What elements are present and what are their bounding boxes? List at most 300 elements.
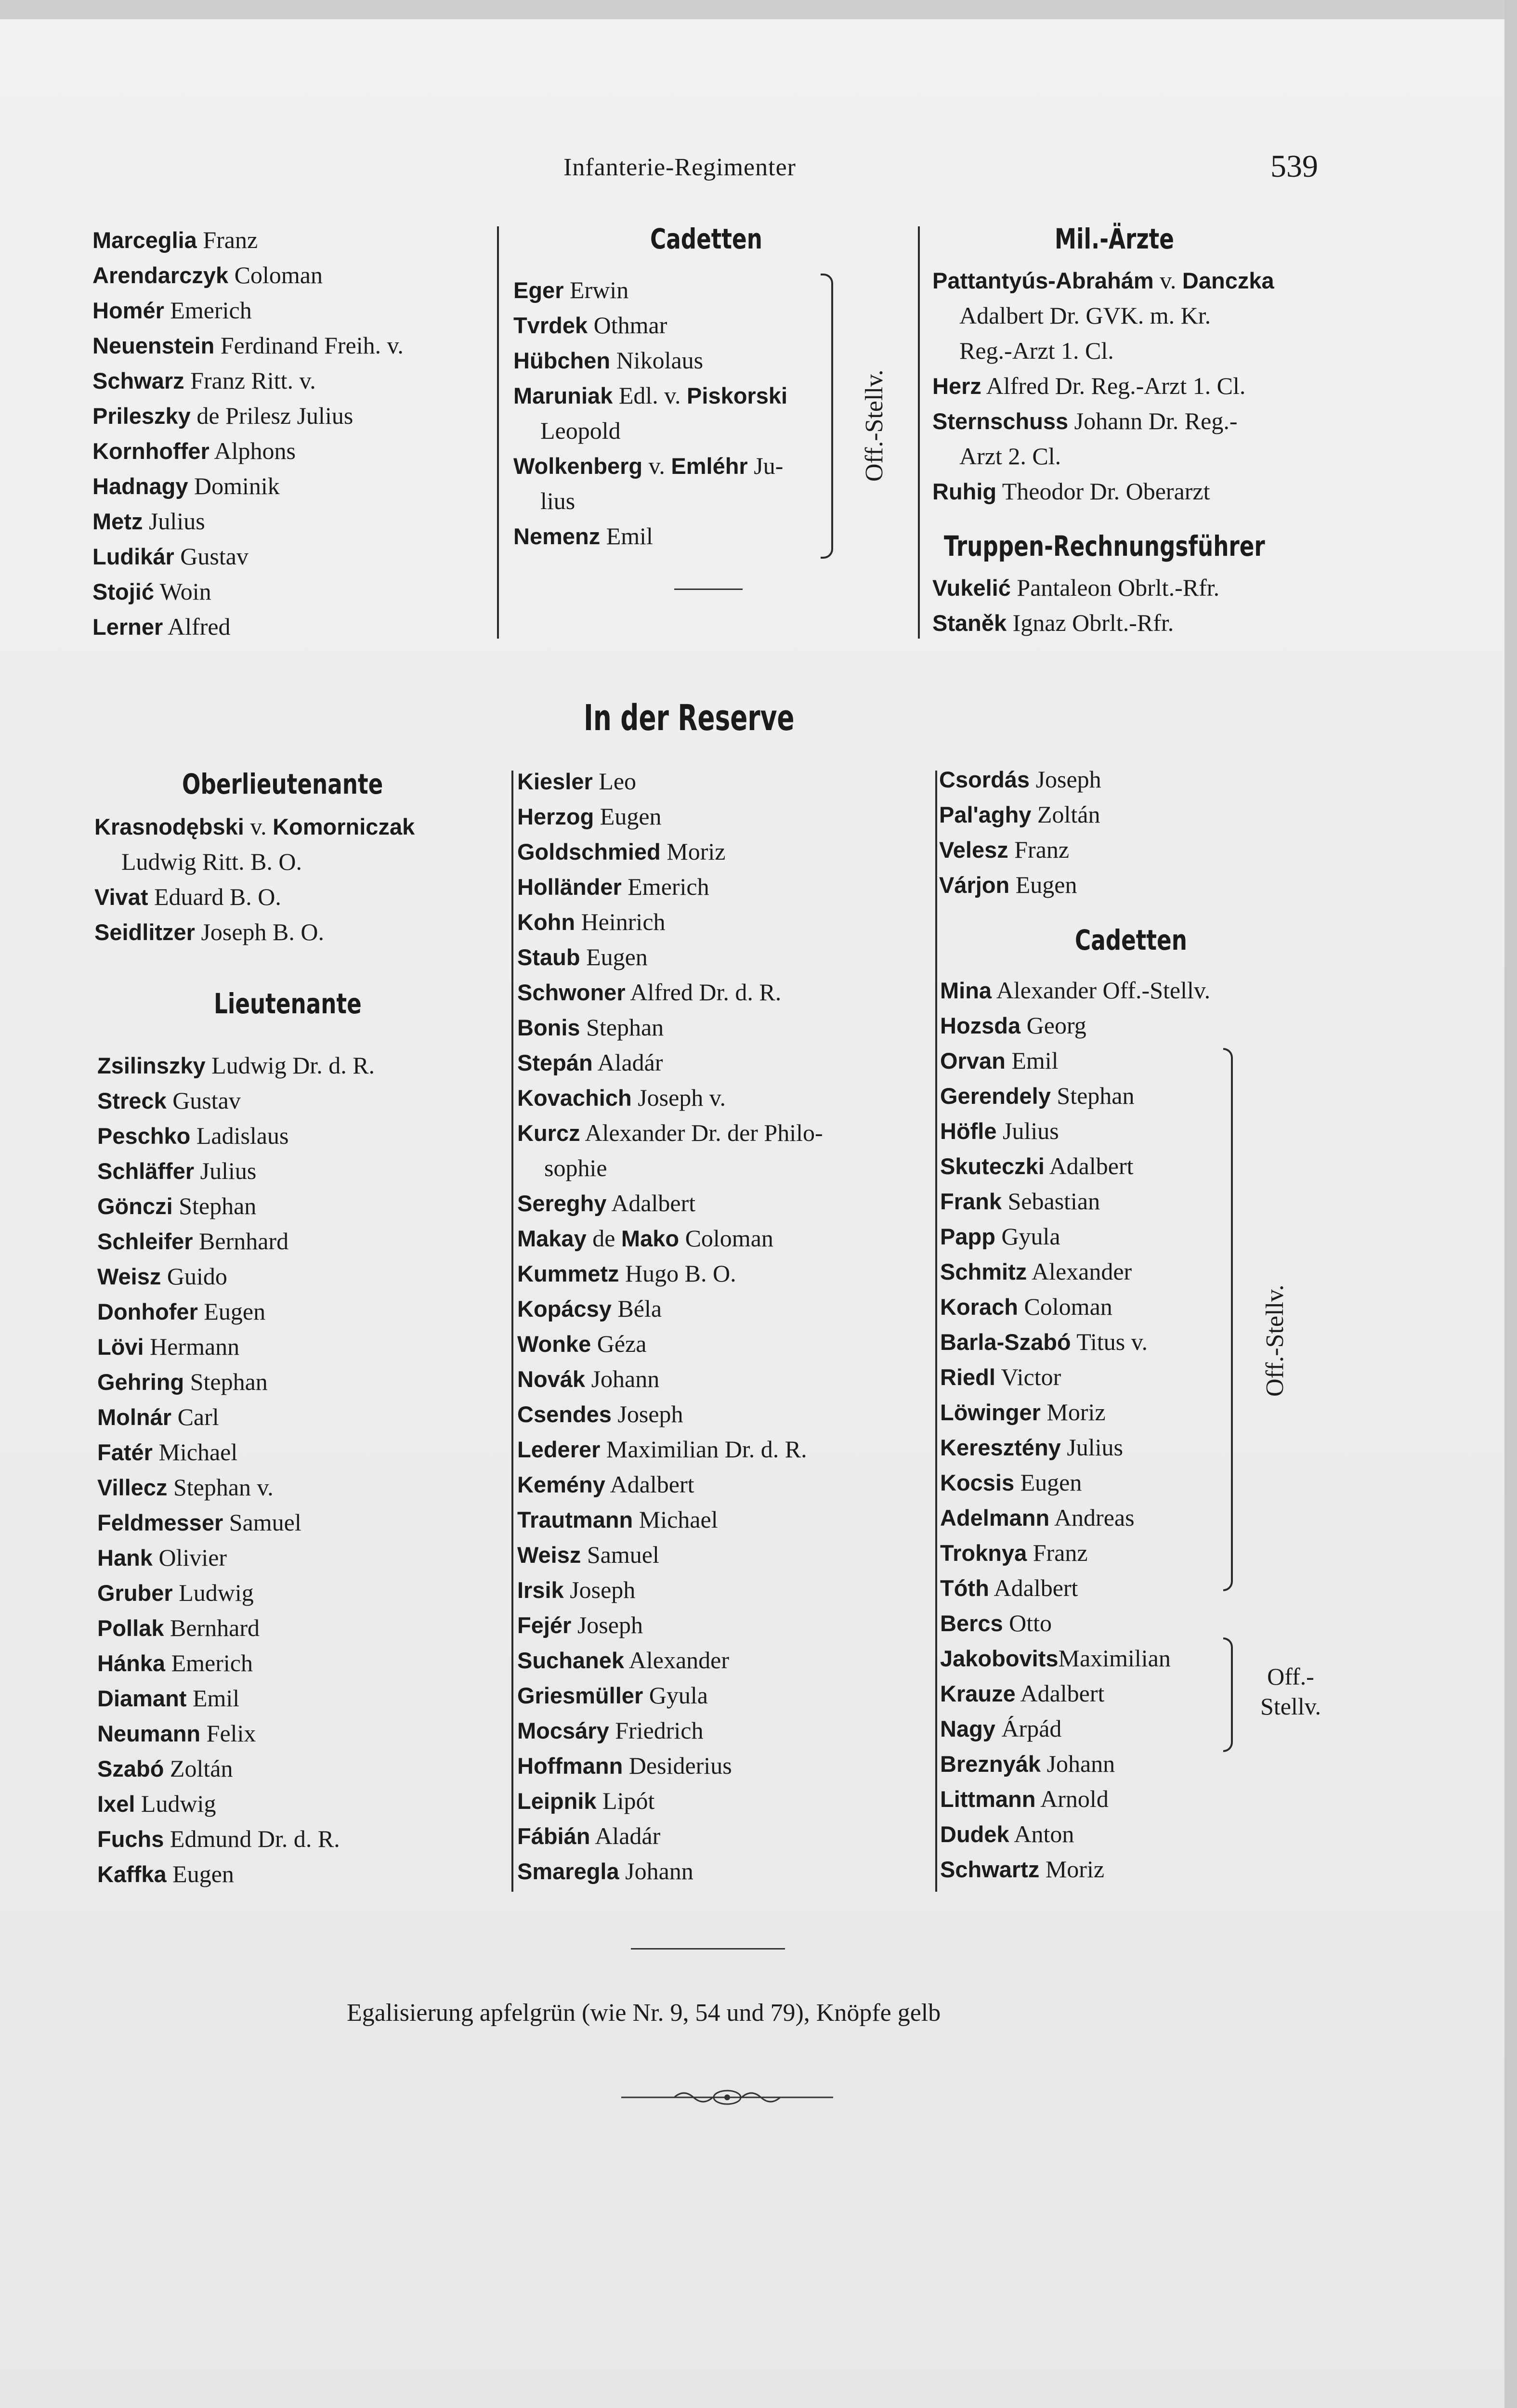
surname: Stojić	[92, 579, 154, 604]
entry-text: Joseph v.	[631, 1084, 726, 1111]
list-item	[97, 1435, 375, 1470]
entry-text: Johann	[585, 1365, 660, 1392]
list-item	[940, 1254, 1210, 1289]
regiment-officers-list	[92, 222, 404, 644]
surname: Marceglia	[92, 227, 197, 253]
surname: Hozsda	[940, 1013, 1021, 1038]
surname: Komorniczak	[273, 814, 415, 839]
entry-text: Theodor Dr. Oberarzt	[996, 478, 1210, 505]
surname: Breznyák	[940, 1751, 1041, 1777]
surname: Jakobovits	[940, 1646, 1059, 1671]
list-item	[517, 1080, 823, 1115]
entry-text: Andreas	[1049, 1504, 1135, 1531]
entry-text: Zoltán	[1031, 801, 1100, 828]
list-item	[939, 762, 1101, 797]
entry-text: Ferdinand Freih. v.	[214, 332, 404, 359]
list-item	[932, 298, 1274, 333]
divider	[631, 1948, 785, 1950]
entry-text: Emerich	[621, 873, 709, 900]
list-item	[92, 609, 404, 644]
entry-text: Eugen	[580, 943, 648, 970]
surname: Vivat	[94, 884, 148, 910]
surname: Staub	[517, 944, 580, 970]
surname: Kiesler	[517, 769, 593, 794]
surname: Sternschuss	[932, 408, 1069, 434]
list-item	[97, 1821, 375, 1857]
list-item	[517, 1643, 823, 1678]
surname: Hübchen	[513, 348, 611, 373]
entry-text: Eugen	[1014, 1469, 1082, 1496]
surname: Leipnik	[517, 1788, 597, 1814]
list-item	[517, 1678, 823, 1713]
entry-text: Stephan	[184, 1368, 268, 1395]
entry-text: Arzt 2. Cl.	[959, 443, 1061, 470]
reserve-list-right	[939, 762, 1101, 903]
entry-text: Franz Ritt. v.	[184, 367, 316, 394]
list-item	[940, 1535, 1210, 1570]
surname: Irsik	[517, 1577, 564, 1603]
surname: Weisz	[97, 1264, 161, 1289]
entry-text: Eugen	[197, 1298, 266, 1325]
list-item	[940, 1430, 1210, 1465]
surname: Mina	[940, 978, 992, 1003]
surname: Kocsis	[940, 1470, 1015, 1495]
entry-text: Ludwig Dr. d. R.	[205, 1052, 375, 1079]
surname: Frank	[940, 1189, 1002, 1214]
list-item	[517, 1326, 823, 1361]
surname: Diamant	[97, 1686, 187, 1711]
surname: Korach	[940, 1294, 1018, 1320]
entry-text: Árpád	[995, 1715, 1062, 1742]
entry-text: Bernhard	[164, 1614, 260, 1641]
entry-text: Julius	[194, 1157, 257, 1184]
entry-text: Alfred Dr. Reg.-Arzt 1. Cl.	[981, 372, 1246, 399]
list-item	[92, 363, 404, 398]
surname: Weisz	[517, 1542, 581, 1568]
list-item	[940, 973, 1210, 1008]
surname: Adelmann	[940, 1505, 1050, 1531]
surname: Homér	[92, 298, 164, 323]
surname: Bonis	[517, 1015, 580, 1040]
surname: Kemény	[517, 1472, 605, 1497]
entry-text: Gyula	[643, 1682, 708, 1709]
entry-text: v.	[244, 813, 273, 840]
list-item	[97, 1751, 375, 1786]
surname: Herzog	[517, 804, 594, 829]
entry-text: Alexander Off.-Stellv.	[992, 977, 1211, 1004]
entry-text: Felix	[200, 1720, 256, 1747]
list-item	[940, 1817, 1210, 1852]
surname: Kopácsy	[517, 1296, 612, 1322]
entry-text: Johann	[619, 1858, 693, 1885]
entry-text: Béla	[611, 1295, 662, 1322]
list-item	[97, 1083, 375, 1118]
entry-text: Dominik	[188, 472, 280, 499]
list-item	[97, 1224, 375, 1259]
entry-text: Guido	[161, 1263, 227, 1290]
list-item	[517, 1713, 823, 1748]
list-item	[940, 1395, 1210, 1430]
surname: Kovachich	[517, 1085, 632, 1111]
entry-text: Aladár	[590, 1822, 661, 1849]
entry-text: Eugen	[594, 803, 662, 830]
list-item	[517, 904, 823, 940]
entry-text: Stephan	[1050, 1082, 1135, 1109]
entry-text: Joseph	[571, 1611, 643, 1638]
entry-text: Ludwig	[172, 1579, 254, 1606]
entry-text: Alexander Dr. der Philo-	[580, 1119, 823, 1146]
surname: Fábián	[517, 1823, 590, 1849]
list-item	[517, 1115, 823, 1151]
entry-text: Bernhard	[193, 1228, 289, 1255]
surname: Tvrdek	[513, 313, 588, 338]
entry-text: Heinrich	[575, 908, 666, 935]
surname: Pattantyús-Abrahám	[932, 268, 1154, 293]
surname: Suchanek	[517, 1648, 625, 1673]
list-item	[932, 333, 1274, 368]
reserve-cadetten-heading: Cadetten	[1075, 924, 1187, 956]
surname: Molnár	[97, 1404, 172, 1430]
entry-text: Reg.-Arzt 1. Cl.	[959, 337, 1114, 364]
surname: Arendarczyk	[92, 262, 229, 288]
entry-text: Eduard B. O.	[148, 883, 281, 910]
list-item	[92, 469, 404, 504]
entry-text: Coloman	[228, 262, 323, 288]
list-item	[97, 1857, 375, 1892]
surname: Villecz	[97, 1475, 168, 1500]
surname: Csendes	[517, 1401, 612, 1427]
reserve-cadetten-list	[940, 973, 1210, 1887]
list-item	[940, 1746, 1210, 1781]
entry-text: Maximilian	[1058, 1645, 1171, 1672]
entry-text: Johann	[1041, 1750, 1115, 1777]
surname: Wolkenberg	[513, 453, 643, 479]
entry-text: Ludwig	[135, 1790, 216, 1817]
list-item	[97, 1329, 375, 1364]
list-item	[517, 1186, 823, 1221]
surname: Hánka	[97, 1650, 166, 1676]
surname: Dudek	[940, 1821, 1009, 1847]
list-item	[97, 1610, 375, 1646]
surname: Staněk	[932, 610, 1007, 636]
page-number: 539	[1270, 149, 1318, 184]
entry-text: Maximilian Dr. d. R.	[600, 1436, 807, 1463]
in-der-reserve-heading: In der Reserve	[584, 697, 795, 739]
entry-text: Adalbert	[989, 1574, 1078, 1601]
list-item	[932, 368, 1274, 404]
list-item	[97, 1048, 375, 1083]
entry-text: Coloman	[1018, 1293, 1112, 1320]
entry-text: Adalbert Dr. GVK. m. Kr.	[959, 302, 1211, 329]
entry-text: Adalbert	[605, 1471, 694, 1498]
entry-text: Zoltán	[164, 1755, 233, 1782]
entry-text: Gyula	[995, 1223, 1060, 1250]
list-item	[940, 1113, 1210, 1149]
entry-text: Anton	[1009, 1820, 1074, 1847]
list-item	[517, 1783, 823, 1819]
surname: Peschko	[97, 1123, 191, 1149]
off-stellv-label: Off.-Stellv.	[1260, 1663, 1321, 1720]
list-item	[517, 1572, 823, 1608]
list-item	[932, 605, 1219, 641]
surname: Ruhig	[932, 479, 997, 504]
list-item	[940, 1676, 1210, 1711]
entry-text: Emerich	[164, 297, 252, 324]
entry-text: Emerich	[165, 1649, 253, 1676]
surname: Emléhr	[671, 453, 748, 479]
list-item	[517, 1819, 823, 1854]
list-item	[940, 1711, 1210, 1746]
surname: Tóth	[940, 1575, 989, 1601]
entry-text: Franz	[196, 226, 258, 253]
running-head: Infanterie-Regimenter	[563, 154, 796, 181]
list-item	[940, 1324, 1210, 1360]
list-item	[517, 1748, 823, 1783]
list-item	[940, 1781, 1210, 1817]
entry-text: Alfred Dr. d. R.	[625, 979, 782, 1006]
oberlieutenante-list	[94, 809, 415, 950]
list-item	[513, 413, 787, 448]
entry-text: Edmund Dr. d. R.	[164, 1825, 340, 1852]
list-item	[97, 1470, 375, 1505]
entry-text: Stephan	[580, 1014, 664, 1041]
entry-text: Othmar	[588, 312, 667, 339]
list-item	[94, 879, 415, 915]
surname: Höfle	[940, 1118, 997, 1144]
entry-text: Ladislaus	[190, 1122, 289, 1149]
entry-text: Alfred	[163, 613, 231, 640]
list-item	[932, 570, 1219, 605]
list-item	[97, 1786, 375, 1821]
list-item	[97, 1364, 375, 1400]
off-stellv-label: Off.-Stellv.	[861, 369, 888, 482]
brace	[1223, 1048, 1233, 1591]
truppen-rechnungsfuehrer-heading: Truppen-Rechnungsführer	[944, 530, 1265, 563]
list-item	[932, 439, 1274, 474]
surname: Ludikár	[92, 544, 174, 569]
surname: Gruber	[97, 1580, 173, 1606]
surname: Orvan	[940, 1048, 1006, 1073]
list-item	[932, 474, 1274, 509]
surname: Kornhoffer	[92, 438, 209, 464]
surname: Nagy	[940, 1716, 995, 1741]
list-item	[517, 1854, 823, 1889]
list-item	[92, 293, 404, 328]
list-item	[94, 809, 415, 844]
surname: Gönczi	[97, 1193, 173, 1219]
surname: Mako	[621, 1226, 680, 1251]
list-item	[940, 1043, 1210, 1078]
entry-text: Lipót	[596, 1787, 655, 1814]
list-item	[517, 1608, 823, 1643]
list-item	[940, 1500, 1210, 1535]
surname: Neumann	[97, 1721, 201, 1746]
surname: Donhofer	[97, 1299, 198, 1324]
surname: Kohn	[517, 909, 575, 935]
list-item	[97, 1716, 375, 1751]
entry-text: Julius	[996, 1117, 1059, 1144]
list-item	[940, 1606, 1210, 1641]
entry-text: Moriz	[660, 838, 726, 865]
list-item	[932, 263, 1274, 298]
entry-text: Eugen	[166, 1860, 234, 1887]
surname: Nemenz	[513, 523, 601, 549]
surname: Hoffmann	[517, 1753, 623, 1779]
list-item	[939, 867, 1101, 903]
column-rule	[497, 226, 499, 639]
list-item	[940, 1570, 1210, 1606]
entry-text: sophie	[544, 1154, 607, 1181]
list-item	[517, 1432, 823, 1467]
entry-text: Samuel	[581, 1541, 659, 1568]
surname: Hank	[97, 1545, 153, 1570]
entry-text: Alexander	[1027, 1258, 1132, 1285]
entry-text: Franz	[1027, 1539, 1088, 1566]
surname: Goldschmied	[517, 839, 661, 864]
surname: Piskorski	[687, 383, 788, 408]
entry-text: Joseph	[1030, 766, 1101, 793]
surname: Szabó	[97, 1756, 164, 1781]
list-item	[517, 1467, 823, 1502]
list-item	[92, 539, 404, 574]
surname: Csordás	[939, 767, 1030, 792]
list-item	[97, 1153, 375, 1189]
list-item	[513, 308, 787, 343]
surname: Bercs	[940, 1610, 1003, 1636]
surname: Ixel	[97, 1791, 135, 1817]
oberlieutenante-heading: Oberlieutenante	[182, 768, 383, 800]
surname: Neuenstein	[92, 333, 215, 358]
surname: Smaregla	[517, 1858, 619, 1884]
list-item	[513, 484, 787, 519]
list-item	[932, 404, 1274, 439]
surname: Pal'aghy	[939, 802, 1032, 827]
list-item	[517, 1502, 823, 1537]
entry-text: Adalbert	[606, 1190, 696, 1217]
surname: Barla-Szabó	[940, 1329, 1071, 1355]
surname: Vukelić	[932, 575, 1011, 601]
entry-text: Friedrich	[609, 1717, 704, 1744]
entry-text: Eugen	[1009, 871, 1077, 898]
rechnungsfuehrer-list	[932, 570, 1219, 641]
list-item	[517, 1537, 823, 1572]
list-item	[517, 869, 823, 904]
column-rule	[935, 771, 937, 1892]
entry-text: Ignaz Obrlt.-Rfr.	[1007, 609, 1174, 636]
surname: Pollak	[97, 1615, 164, 1641]
entry-text: Georg	[1020, 1012, 1086, 1039]
surname: Lövi	[97, 1334, 144, 1360]
list-item	[97, 1259, 375, 1294]
entry-text: Sebastian	[1002, 1188, 1100, 1215]
list-item	[517, 1291, 823, 1326]
list-item	[97, 1540, 375, 1575]
list-item	[513, 343, 787, 378]
list-item	[513, 378, 787, 413]
list-item	[939, 797, 1101, 832]
list-item	[94, 844, 415, 879]
entry-text: Julius	[1060, 1434, 1123, 1461]
list-item	[940, 1641, 1210, 1676]
surname: Seidlitzer	[94, 919, 195, 945]
entry-text: Johann Dr. Reg.-	[1068, 407, 1238, 434]
list-item	[97, 1681, 375, 1716]
entry-text: Géza	[591, 1330, 647, 1357]
surname: Troknya	[940, 1540, 1027, 1566]
list-item	[97, 1575, 375, 1610]
surname: Skuteczki	[940, 1153, 1045, 1179]
entry-text: Woin	[154, 578, 211, 605]
list-item	[517, 799, 823, 834]
entry-text: Adalbert	[1015, 1680, 1105, 1707]
list-item	[97, 1189, 375, 1224]
entry-text: Michael	[152, 1439, 238, 1466]
entry-text: Moriz	[1040, 1399, 1106, 1426]
list-item	[94, 915, 415, 950]
surname: Littmann	[940, 1786, 1036, 1812]
entry-text: Alphons	[209, 437, 296, 464]
surname: Schmitz	[940, 1259, 1027, 1284]
mil-aerzte-heading: Mil.-Ärzte	[1055, 222, 1174, 255]
entry-text: de Prilesz Julius	[190, 402, 353, 429]
surname: Kummetz	[517, 1261, 619, 1286]
list-item	[517, 764, 823, 799]
list-item	[940, 1184, 1210, 1219]
lieutenante-heading: Lieutenante	[214, 987, 362, 1020]
entry-text: Franz	[1008, 836, 1070, 863]
list-item	[940, 1465, 1210, 1500]
surname: Griesmüller	[517, 1683, 643, 1708]
list-item	[513, 273, 787, 308]
list-item	[940, 1289, 1210, 1324]
surname: Fejér	[517, 1612, 572, 1638]
entry-text: Ludwig Ritt. B. O.	[121, 848, 302, 875]
list-item	[517, 1256, 823, 1291]
surname: Feldmesser	[97, 1510, 223, 1535]
list-item	[939, 832, 1101, 867]
list-item	[92, 574, 404, 609]
entry-text: Leo	[592, 768, 637, 795]
entry-text: Stephan	[172, 1192, 257, 1219]
surname: Prileszky	[92, 403, 191, 429]
surname: Stepán	[517, 1050, 593, 1075]
entry-text: Alexander	[624, 1647, 730, 1674]
entry-text: Gustav	[174, 543, 248, 570]
surname: Velesz	[939, 837, 1008, 863]
entry-text: v.	[1153, 267, 1182, 294]
list-item	[517, 1010, 823, 1045]
surname: Kurcz	[517, 1120, 580, 1146]
divider	[674, 589, 743, 590]
surname: Gerendely	[940, 1083, 1051, 1109]
column-rule	[511, 771, 513, 1892]
list-item	[940, 1219, 1210, 1254]
list-item	[517, 975, 823, 1010]
entry-text: Hermann	[144, 1333, 240, 1360]
list-item	[97, 1646, 375, 1681]
footer-note: Egalisierung apfelgrün (wie Nr. 9, 54 und 79), Knöpfe gelb	[347, 1999, 941, 2027]
surname: Herz	[932, 373, 981, 399]
entry-text: Emil	[186, 1685, 240, 1712]
surname: Schwarz	[92, 368, 184, 393]
entry-text: Desiderius	[623, 1752, 732, 1779]
surname: Schleifer	[97, 1229, 193, 1254]
cadetten-heading: Cadetten	[650, 222, 762, 255]
entry-text: Nikolaus	[610, 347, 704, 374]
entry-text: Gustav	[166, 1087, 241, 1114]
list-item	[517, 1397, 823, 1432]
entry-text: Edl. v.	[613, 382, 687, 409]
